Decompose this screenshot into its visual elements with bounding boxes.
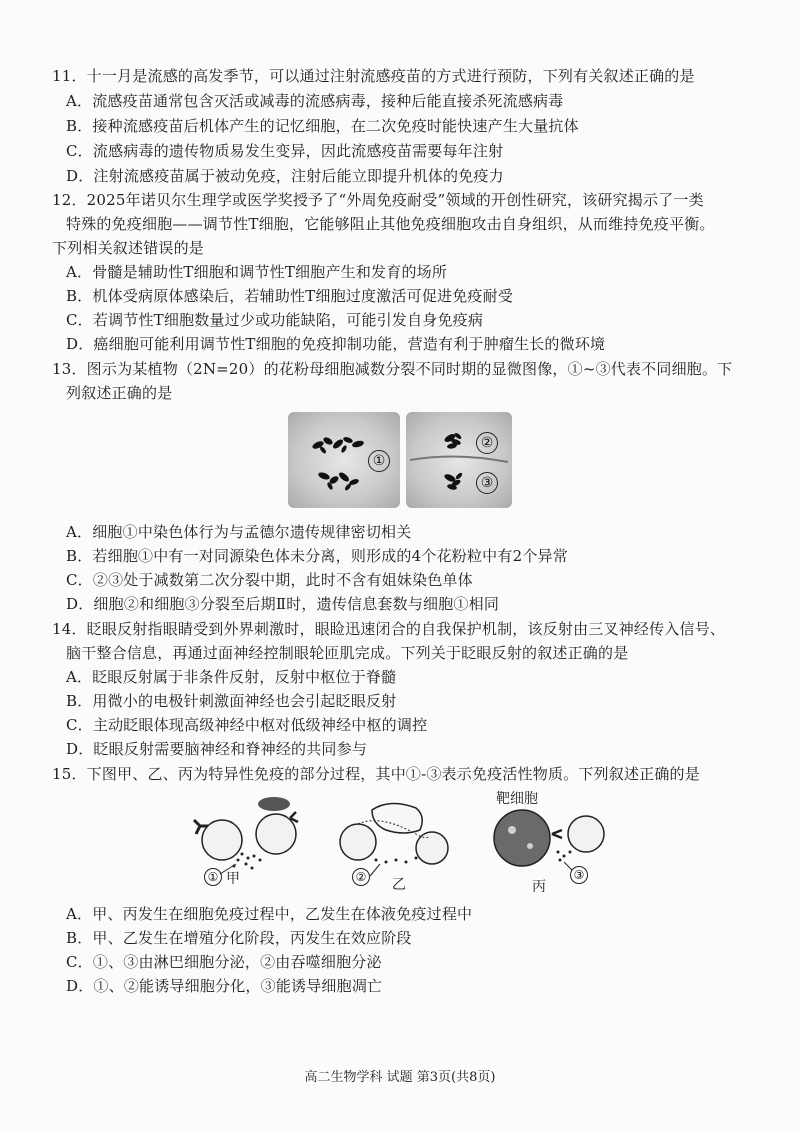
micrograph-cells-2-3 [406, 412, 512, 508]
q12-stem-line1: 12．2025年诺贝尔生理学或医学奖授予了“外周免疫耐受”领域的开创性研究，该研究揭示了一类 [52, 191, 704, 209]
q15-option-c: C．①、③由淋巴细胞分泌，②由吞噬细胞分泌 [66, 953, 382, 971]
q14-stem-line1: 14．眨眼反射指眼睛受到外界刺激时，眼睑迅速闭合的自我保护机制，该反射由三叉神经传入信号、 [52, 620, 726, 638]
q11-option-d: D．注射流感疫苗属于被动免疫，注射后能立即提升机体的免疫力 [66, 167, 504, 185]
q11-option-c: C．流感病毒的遗传物质易发生变异，因此流感疫苗需要每年注射 [66, 142, 504, 160]
q13-option-a: A．细胞①中染色体行为与孟德尔遗传规律密切相关 [66, 523, 412, 541]
q15-option-d: D．①、②能诱导细胞分化，③能诱导细胞凋亡 [66, 977, 383, 995]
q14-stem-line2: 脑干整合信息，再通过面神经控制眼轮匝肌完成。下列关于眨眼反射的叙述正确的是 [66, 644, 629, 662]
q13-stem-line1: 13．图示为某植物（2N=20）的花粉母细胞减数分裂不同时期的显微图像，①~③代表不同细胞。下 [52, 360, 733, 378]
q13-option-c: C．②③处于减数第二次分裂中期，此时不含有姐妹染色单体 [66, 571, 473, 589]
q11-option-b: B．接种流感疫苗后机体产生的记忆细胞，在二次免疫时能快速产生大量抗体 [66, 117, 579, 135]
q12-option-c: C．若调节性T细胞数量过少或功能缺陷，可能引发自身免疫病 [66, 311, 484, 329]
panel-bing-cells [494, 810, 604, 870]
label-cell-3: ③ [476, 472, 498, 494]
q12-stem-line2: 特殊的免疫细胞——调节性T细胞，它能够阻止其他免疫细胞攻击自身组织，从而维持免疫平衡。 [66, 215, 715, 233]
label-substance-1: ① [204, 868, 222, 886]
q14-option-b: B．用微小的电极针刺激面神经也会引起眨眼反射 [66, 692, 397, 710]
q15-immune-diagram [180, 790, 620, 900]
panel-yi-cells [340, 803, 448, 876]
q15-option-b: B．甲、乙发生在增殖分化阶段，丙发生在效应阶段 [66, 929, 412, 947]
target-cell-label: 靶细胞 [496, 791, 538, 807]
label-cell-1: ① [368, 450, 390, 472]
q11-option-a: A．流感疫苗通常包含灭活或减毒的流感病毒，接种后能直接杀死流感病毒 [66, 92, 564, 110]
panel-jia-cells [194, 797, 298, 874]
q14-option-c: C．主动眨眼体现高级神经中枢对低级神经中枢的调控 [66, 716, 428, 734]
micrograph-cell-1 [288, 412, 400, 508]
q15-stem: 15．下图甲、乙、丙为特异性免疫的部分过程，其中①-③表示免疫活性物质。下列叙述正确的是 [52, 765, 700, 783]
q13-stem-line2: 列叙述正确的是 [66, 384, 173, 402]
label-substance-3: ③ [570, 866, 588, 884]
q12-stem-line3: 下列相关叙述错误的是 [52, 239, 205, 257]
page-footer: 高二生物学科 试题 第3页(共8页) [304, 1070, 496, 1085]
q13-option-d: D．细胞②和细胞③分裂至后期Ⅱ时，遗传信息套数与细胞①相同 [66, 595, 500, 613]
q15-option-a: A．甲、丙发生在细胞免疫过程中，乙发生在体液免疫过程中 [66, 905, 473, 923]
q12-option-d: D．癌细胞可能利用调节性T细胞的免疫抑制功能，营造有利于肿瘤生长的微环境 [66, 335, 606, 353]
q12-option-a: A．骨髓是辅助性T细胞和调节性T细胞产生和发育的场所 [66, 263, 448, 281]
q14-option-a: A．眨眼反射属于非条件反射，反射中枢位于脊髓 [66, 668, 397, 686]
q13-option-b: B．若细胞①中有一对同源染色体未分离，则形成的4个花粉粒中有2个异常 [66, 547, 568, 565]
label-yi: 乙 [392, 877, 406, 893]
q11-stem: 11．十一月是流感的高发季节，可以通过注射流感疫苗的方式进行预防，下列有关叙述正确的是 [52, 67, 695, 85]
label-cell-2: ② [476, 432, 498, 454]
q13-micrograph-figure [288, 412, 512, 508]
label-substance-2: ② [352, 868, 370, 886]
q14-option-d: D．眨眼反射需要脑神经和脊神经的共同参与 [66, 740, 368, 758]
label-bing: 丙 [532, 879, 546, 895]
label-jia: 甲 [226, 871, 240, 887]
q12-option-b: B．机体受病原体感染后，若辅助性T细胞过度激活可促进免疫耐受 [66, 287, 514, 305]
chromosomes-meiosis-ii-icon [406, 412, 512, 508]
